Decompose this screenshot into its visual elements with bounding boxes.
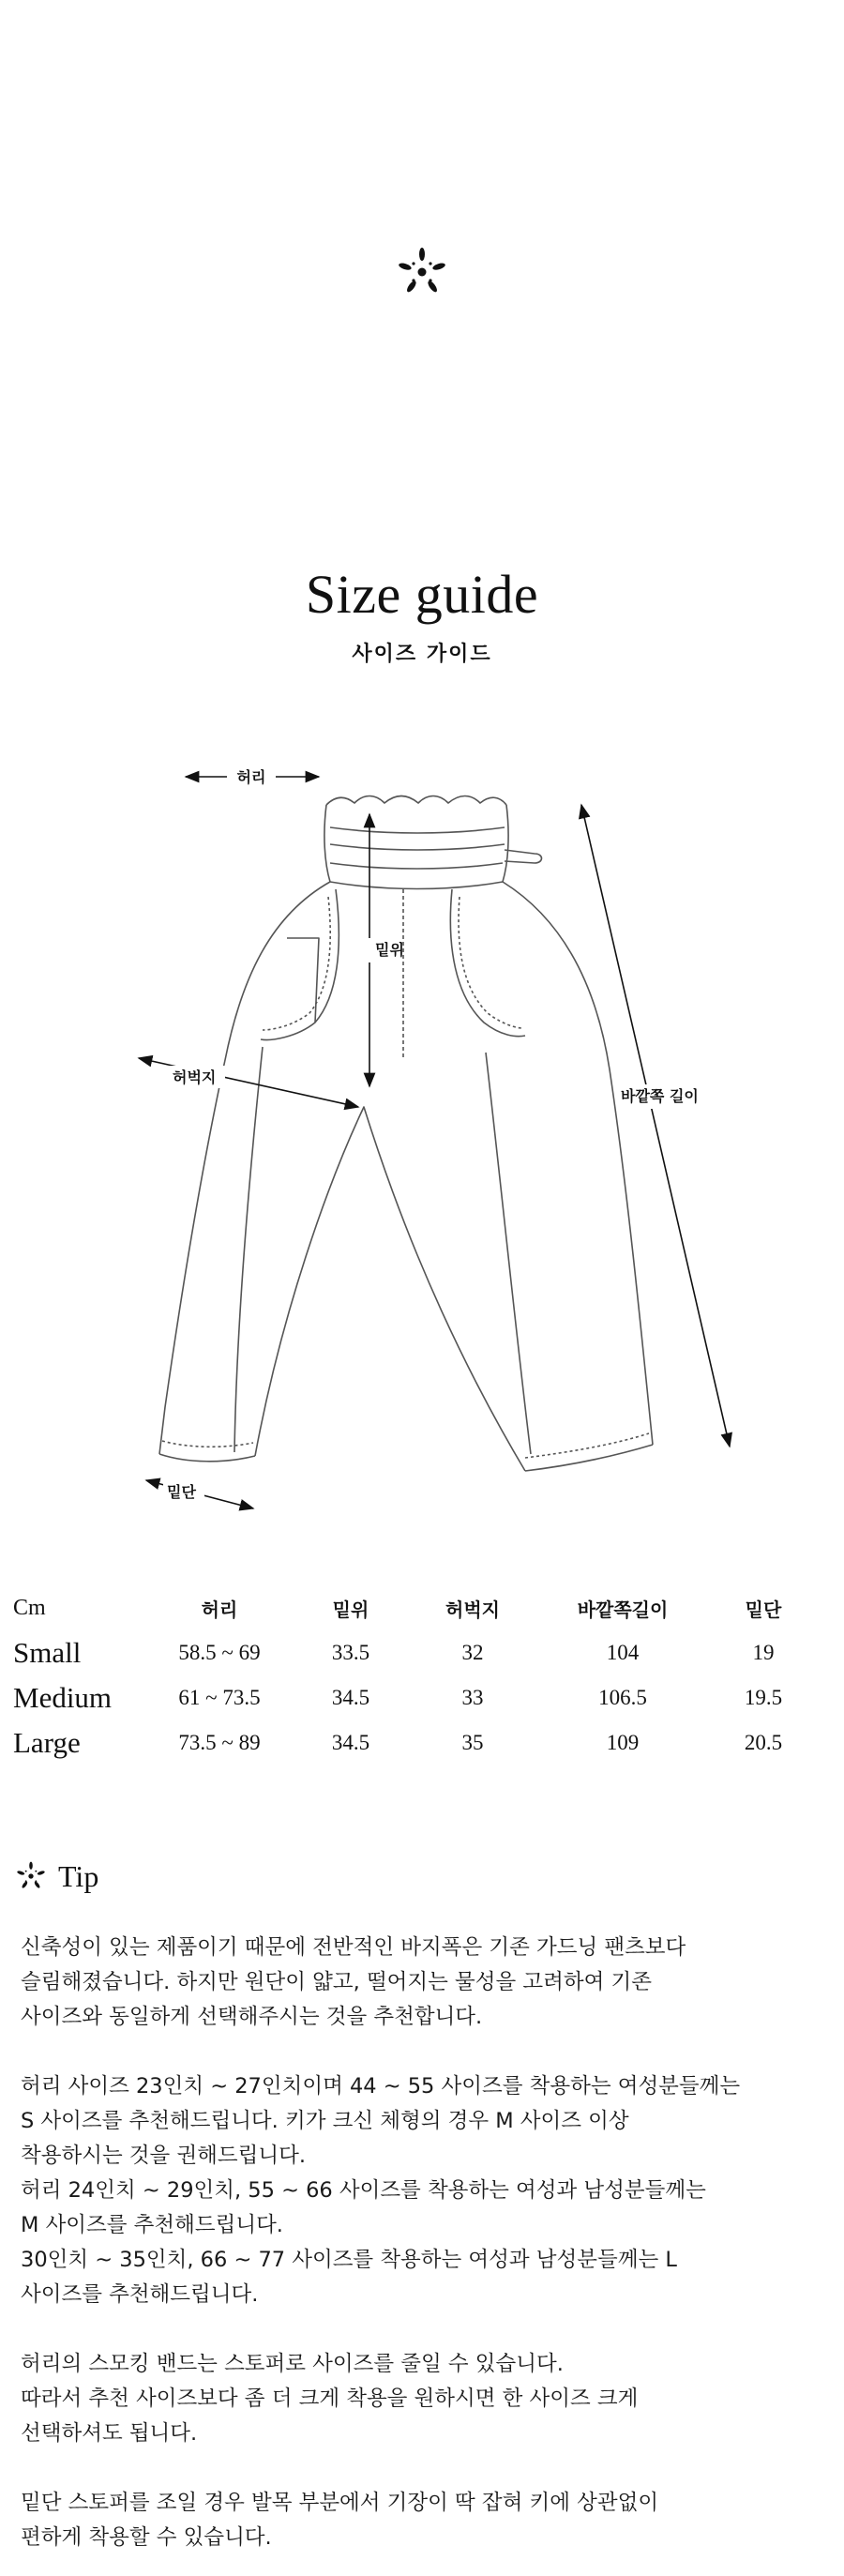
tip-line: M 사이즈를 추천해드립니다. (21, 2213, 283, 2237)
table-cell: 106.5 (598, 1686, 647, 1709)
tip-paragraph (21, 2486, 836, 2555)
column-header-hem: 밑단 (745, 1598, 782, 1621)
tip-line: 선택하셔도 됩니다. (21, 2421, 198, 2446)
tip-line: 사이즈를 추천해드립니다. (21, 2282, 259, 2307)
size-table-header-row (13, 1585, 820, 1630)
size-table (13, 1585, 820, 1765)
table-cell: 104 (606, 1641, 640, 1664)
tip-line: 허리의 스모킹 밴드는 스토퍼로 사이즈를 줄일 수 있습니다. (21, 2352, 564, 2376)
thigh-label: 허벅지 (173, 1068, 217, 1086)
tip-body (21, 1931, 836, 2555)
tip-line: 밑단 스토퍼를 조일 경우 발목 부분에서 기장이 딱 잡혀 키에 상관없이 (21, 2491, 659, 2515)
waist-label: 허리 (236, 768, 266, 786)
page-subtitle: 사이즈 가이드 (352, 643, 492, 666)
table-cell: 33 (461, 1686, 484, 1709)
table-cell: 109 (606, 1731, 640, 1754)
tip-line: S 사이즈를 추천해드립니다. 키가 크신 체형의 경우 M 사이즈 이상 (21, 2109, 629, 2133)
tip-line: 편하게 착용할 수 있습니다. (21, 2525, 272, 2550)
tip-paragraph (21, 2069, 836, 2312)
pants-measurement-diagram (122, 750, 760, 1529)
tip-line: 30인치 ~ 35인치, 66 ~ 77 사이즈를 착용하는 여성과 남성분들께는 L (21, 2248, 677, 2272)
table-cell: 19 (752, 1641, 775, 1664)
size-name: Large (13, 1726, 81, 1759)
column-header-outseam: 바깥쪽길이 (577, 1598, 669, 1621)
tip-line: 따라서 추천 사이즈보다 좀 더 크게 착용을 원하시면 한 사이즈 크게 (21, 2387, 639, 2411)
tip-line: 신축성이 있는 제품이기 때문에 전반적인 바지폭은 기존 가드닝 팬츠보다 (21, 1935, 686, 1960)
column-header-rise: 밑위 (332, 1598, 369, 1621)
rise-label: 밑위 (375, 941, 404, 959)
table-cell: 35 (461, 1731, 484, 1754)
tip-paragraph (21, 2347, 836, 2451)
hem-label: 밑단 (167, 1483, 196, 1501)
page-title: Size guide (305, 564, 539, 625)
table-cell: 58.5 ~ 69 (178, 1641, 261, 1664)
sun-flower-icon (13, 1858, 49, 1894)
tip-line: 슬림해졌습니다. 하지만 원단이 얇고, 떨어지는 물성을 고려하여 기존 (21, 1970, 652, 1994)
size-name: Medium (13, 1681, 113, 1714)
outseam-arrow (581, 805, 730, 1447)
table-cell: 32 (461, 1641, 484, 1664)
table-cell: 34.5 (331, 1686, 370, 1709)
size-name: Small (13, 1636, 82, 1669)
column-header-thigh: 허벅지 (445, 1598, 500, 1621)
tip-line: 허리 사이즈 23인치 ~ 27인치이며 44 ~ 55 사이즈를 착용하는 여성분들께는 (21, 2074, 741, 2099)
tip-paragraph (21, 1931, 836, 2035)
table-cell: 61 ~ 73.5 (178, 1686, 261, 1709)
table-row (13, 1630, 820, 1675)
tip-heading (13, 1857, 98, 1895)
tip-line: 사이즈와 동일하게 선택해주시는 것을 추천합니다. (21, 2005, 483, 2029)
table-cell: 34.5 (331, 1731, 370, 1754)
table-cell: 73.5 ~ 89 (178, 1731, 261, 1754)
tip-line: 허리 24인치 ~ 29인치, 55 ~ 66 사이즈를 착용하는 여성과 남성분들께는 (21, 2178, 706, 2203)
table-row (13, 1675, 820, 1720)
unit-header: Cm (13, 1595, 46, 1620)
tip-label: Tip (58, 1858, 99, 1893)
pants-outline (159, 796, 653, 1472)
table-row (13, 1720, 820, 1765)
logo-sun-icon (392, 242, 452, 302)
table-cell: 33.5 (331, 1641, 370, 1664)
table-cell: 19.5 (744, 1686, 783, 1709)
column-header-waist: 허리 (201, 1598, 238, 1621)
tip-line: 착용하시는 것을 권해드립니다. (21, 2144, 307, 2168)
table-cell: 20.5 (744, 1731, 783, 1754)
outseam-label: 바깥쪽 길이 (621, 1087, 699, 1105)
